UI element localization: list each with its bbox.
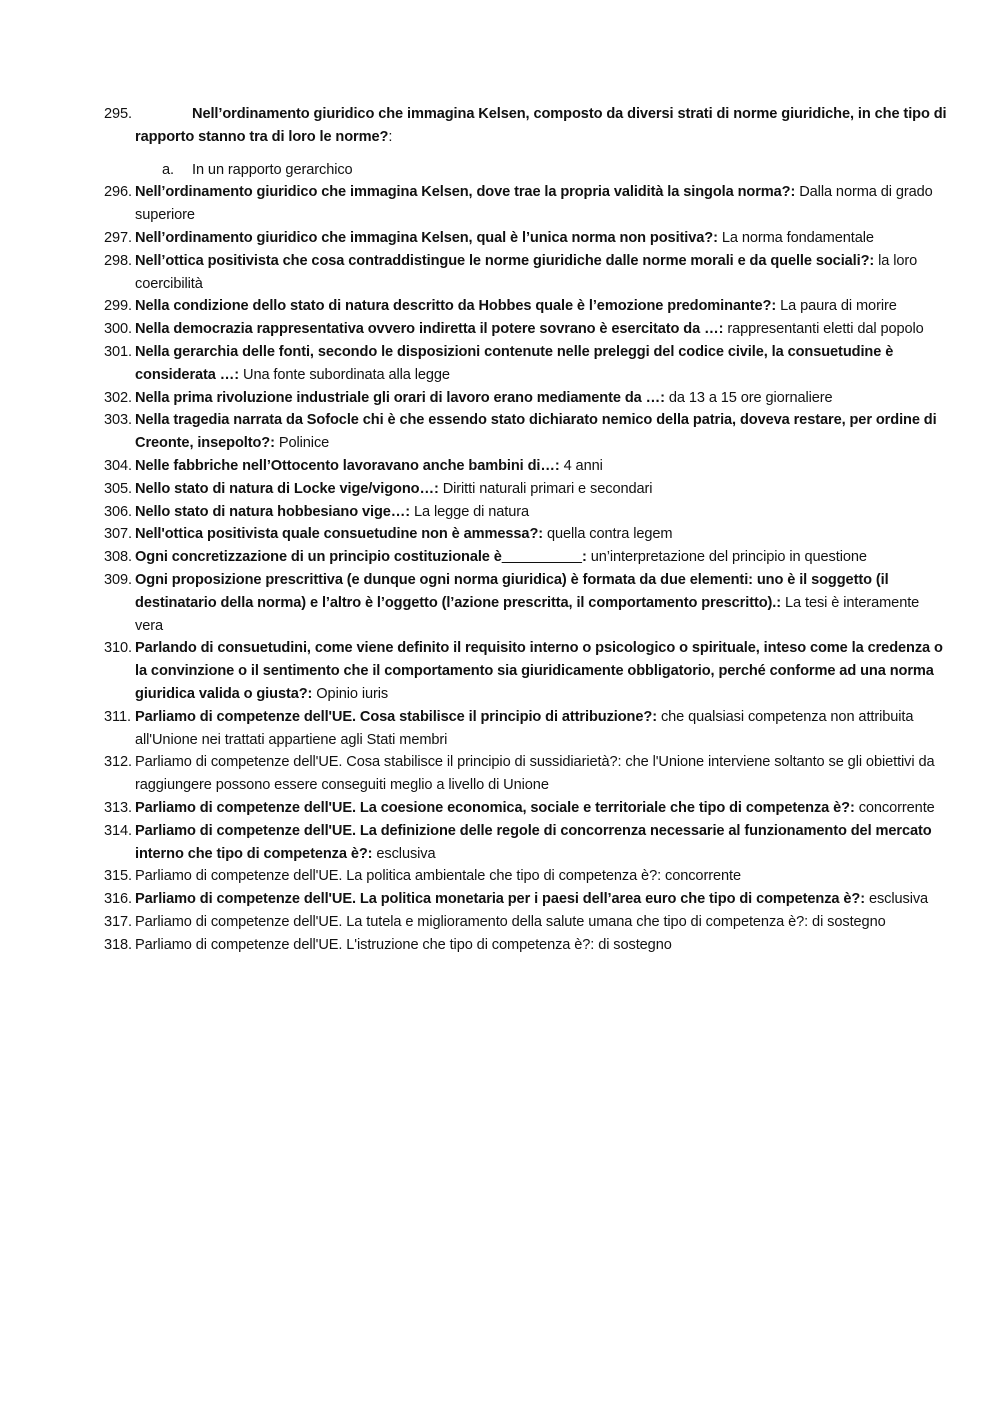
item-number: 304. <box>104 457 133 474</box>
question-text: Nell'ottica positivista quale consuetudine non è ammessa?: <box>135 526 544 543</box>
answer-text: Diritti naturali primari e secondari <box>442 480 653 497</box>
item-number: 298. <box>104 252 133 269</box>
list-item <box>104 865 949 888</box>
question-list <box>104 103 949 956</box>
list-item <box>104 318 949 341</box>
answer-text: 4 anni <box>563 457 603 474</box>
item-number: 306. <box>104 503 133 520</box>
question-text: Parliamo di competenze dell'UE. La coesione economica, sociale e territoriale che tipo di competenza è?: <box>135 799 855 816</box>
answer-text: Parliamo di competenze dell'UE. L'istruzione che tipo di competenza è?: di sostegno <box>135 936 672 953</box>
question-text: Nell’ordinamento giuridico che immagina Kelsen, composto da diversi strati di norme giuridiche, in che tipo di rapporto stanno tra di loro le norme? <box>135 106 947 145</box>
answer-text: che qualsiasi competenza non attribuita all'Unione nei trattati appartiene agli Stati membri <box>135 708 914 748</box>
question-text: Nella condizione dello stato di natura descritto da Hobbes quale è l’emozione predominante?: <box>135 298 777 315</box>
answer-text: La tesi è interamente vera <box>135 594 920 634</box>
list-item <box>104 797 949 820</box>
answer-text: da 13 a 15 ore giornaliere <box>668 389 833 406</box>
list-item <box>104 103 949 149</box>
question-text: Nella democrazia rappresentativa ovvero indiretta il potere sovrano è esercitato da …: <box>135 321 724 338</box>
answer-text: esclusiva <box>376 845 436 862</box>
sub-list-item <box>104 159 949 182</box>
question-text: Nella gerarchia delle fonti, secondo le disposizioni contenute nelle preleggi del codice civile, la consuetudine è considerata …: <box>135 343 894 383</box>
question-text: Nello stato di natura hobbesiano vige…: <box>135 503 411 520</box>
list-item <box>104 501 949 524</box>
list-item <box>104 911 949 934</box>
answer-text: rappresentanti eletti dal popolo <box>727 321 924 338</box>
answer-text: un’interpretazione del principio in questione <box>590 549 867 566</box>
list-item <box>104 409 949 455</box>
answer-text: La legge di natura <box>414 503 530 520</box>
list-item <box>104 706 949 752</box>
answer-text: quella contra legem <box>546 526 673 543</box>
item-number: 300. <box>104 321 133 338</box>
answer-text: concorrente <box>858 799 935 816</box>
answer-text: Una fonte subordinata alla legge <box>243 366 450 383</box>
item-number: 302. <box>104 389 133 406</box>
question-text: Nell’ottica positivista che cosa contraddistingue le norme giuridiche dalle norme morali e da quelle sociali?: <box>135 252 875 269</box>
item-number: 316. <box>104 891 133 908</box>
answer-text: Opinio iuris <box>316 685 389 702</box>
answer-text: In un rapporto gerarchico <box>192 161 353 178</box>
list-item <box>104 751 949 797</box>
question-text: Nell’ordinamento giuridico che immagina Kelsen, qual è l’unica norma non positiva?: <box>135 229 718 246</box>
item-number: 296. <box>104 184 133 201</box>
question-text: Ogni concretizzazione di un principio costituzionale è <box>135 549 502 566</box>
item-number: 312. <box>104 754 133 771</box>
item-number: 311. <box>104 708 131 725</box>
list-item <box>104 227 949 250</box>
list-item <box>104 455 949 478</box>
list-item <box>104 387 949 410</box>
question-text: Parliamo di competenze dell'UE. Cosa stabilisce il principio di attribuzione?: <box>135 708 657 725</box>
list-item <box>104 523 949 546</box>
list-item <box>104 820 949 866</box>
question-text: Ogni proposizione prescrittiva (e dunque ogni norma giuridica) è formata da due elementi: uno è il soggetto (il destinatario della norma) e l’altro è l’oggetto (l’azione prescritta, il comportamento prescritto).: <box>135 571 889 611</box>
answer-text: Parliamo di competenze dell'UE. La tutela e miglioramento della salute umana che tipo di competenza è?: di sostegno <box>135 913 886 930</box>
question-text: Nelle fabbriche nell’Ottocento lavoravano anche bambini di…: <box>135 457 560 474</box>
list-item <box>104 478 949 501</box>
item-number: 305. <box>104 480 133 497</box>
answer-text: Polinice <box>278 435 330 452</box>
question-text: Parliamo di competenze dell'UE. La politica monetaria per i paesi dell’area euro che tipo di competenza è?: <box>135 891 865 908</box>
item-number: 309. <box>104 571 133 588</box>
item-number: 295. <box>104 106 133 122</box>
question-text: Nella prima rivoluzione industriale gli orari di lavoro erano mediamente da …: <box>135 389 665 406</box>
item-number: 313. <box>104 799 133 816</box>
item-number: 303. <box>104 412 133 429</box>
question-text: Nella tragedia narrata da Sofocle chi è che essendo stato dichiarato nemico della patria, doveva restare, per ordine di Creonte, insepolto?: <box>135 412 937 452</box>
item-number: 310. <box>104 640 133 657</box>
item-number: 299. <box>104 298 133 315</box>
answer-text: esclusiva <box>868 891 929 908</box>
answer-text: Dalla norma di grado superiore <box>135 184 933 224</box>
item-number: 314. <box>104 822 133 839</box>
item-number: 301. <box>104 343 133 360</box>
answer-blank: __________ <box>501 549 582 566</box>
item-number: 307. <box>104 526 133 543</box>
list-item <box>104 888 949 911</box>
answer-text: la loro coercibilità <box>135 252 918 292</box>
item-number: 318. <box>104 936 133 953</box>
item-number: 317. <box>104 913 133 930</box>
list-item <box>104 181 949 227</box>
item-number: 315. <box>104 868 133 885</box>
answer-text: La norma fondamentale <box>721 229 874 246</box>
answer-text: Parliamo di competenze dell'UE. La politica ambientale che tipo di competenza è?: concorrente <box>135 868 741 885</box>
answer-text: Parliamo di competenze dell'UE. Cosa stabilisce il principio di sussidiarietà?: che l'Unione interviene soltanto se gli obiettivi da raggiungere possono essere conseguiti meglio a livello di Unione <box>135 754 935 794</box>
list-item <box>104 637 949 705</box>
item-number: 308. <box>104 549 133 566</box>
list-item <box>104 569 949 637</box>
list-item <box>104 295 949 318</box>
list-item <box>104 934 949 957</box>
answer-text: : <box>388 128 393 145</box>
item-number: 297. <box>104 229 133 246</box>
list-item <box>104 341 949 387</box>
question-text: Nell’ordinamento giuridico che immagina Kelsen, dove trae la propria validità la singola norma?: <box>135 184 796 201</box>
sub-item-letter: a. <box>162 161 174 178</box>
question-text: Parlando di consuetudini, come viene definito il requisito interno o psicologico o spirituale, inteso come la credenza o la convinzione o il sentimento che il comportamento sia giuridicamente obbligatorio, perché conforme ad una norma giuridica valida o giusta?: <box>135 640 943 702</box>
answer-text: La paura di morire <box>780 298 897 315</box>
list-item <box>104 546 949 569</box>
question-text: Nello stato di natura di Locke vige/vigono…: <box>135 480 439 497</box>
question-colon: : <box>581 549 587 566</box>
question-text: Parliamo di competenze dell'UE. La definizione delle regole di concorrenza necessarie al funzionamento del mercato interno che tipo di competenza è?: <box>135 822 932 862</box>
list-item <box>104 250 949 296</box>
